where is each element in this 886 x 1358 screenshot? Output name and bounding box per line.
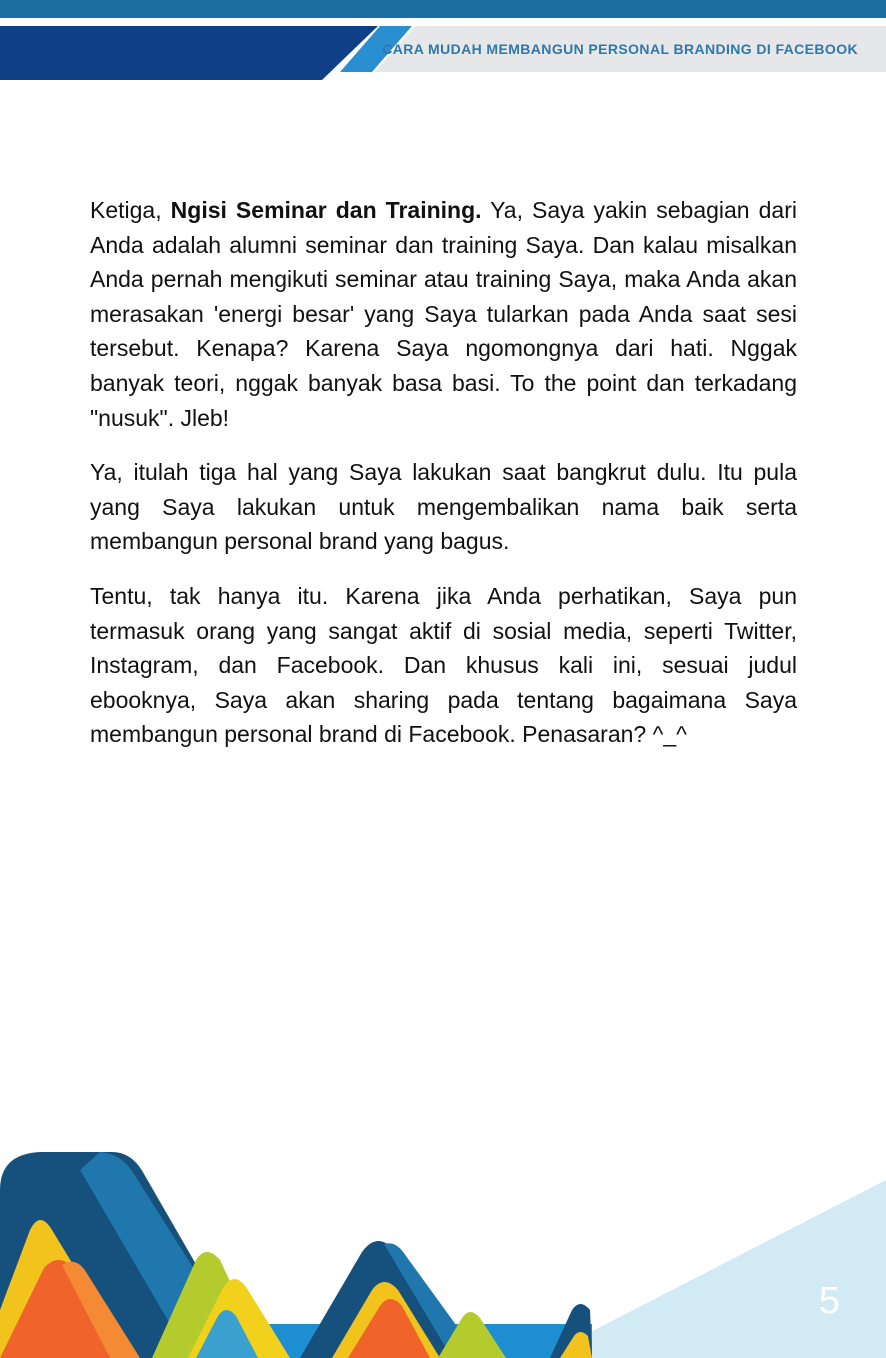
paragraph-1-bold-heading: Ngisi Seminar dan Training. <box>170 197 482 223</box>
header-title: CARA MUDAH MEMBANGUN PERSONAL BRANDING DI FACEBOOK <box>382 41 858 57</box>
paragraph-1 <box>90 193 797 435</box>
header-dark-blue-band <box>0 26 378 80</box>
page-content <box>90 193 797 772</box>
header-top-stripe <box>0 0 886 18</box>
paragraph-1-intro: Ketiga, <box>90 197 171 223</box>
page-number: 5 <box>818 1280 840 1322</box>
paragraph-3: Tentu, tak hanya itu. Karena jika Anda perhatikan, Saya pun termasuk orang yang sangat aktif di sosial media, seperti Twitter, Instagram, dan Facebook. Dan khusus kali ini, sesuai judul ebooknya, Saya akan sharing pada tentang bagaimana Saya membangun personal brand di Facebook. Penasaran? ^_^ <box>90 582 797 748</box>
footer-decoration <box>0 1140 886 1358</box>
paragraph-1-text: Ya, Saya yakin sebagian dari Anda adalah alumni seminar dan training Saya. Dan kalau misalkan Anda pernah mengikuti seminar atau training Saya, maka Anda akan merasakan 'energi besar' yang Saya tularkan pada Anda saat sesi tersebut. Kenapa? Karena Saya ngomongnya dari hati. Nggak banyak teori, nggak banyak basa basi. To the point dan terkadang "nusuk". Jleb! <box>90 197 797 431</box>
paragraph-2: Ya, itulah tiga hal yang Saya lakukan saat bangkrut dulu. Itu pula yang Saya lakukan untuk mengembalikan nama baik serta membangun personal brand yang bagus. <box>90 459 797 555</box>
